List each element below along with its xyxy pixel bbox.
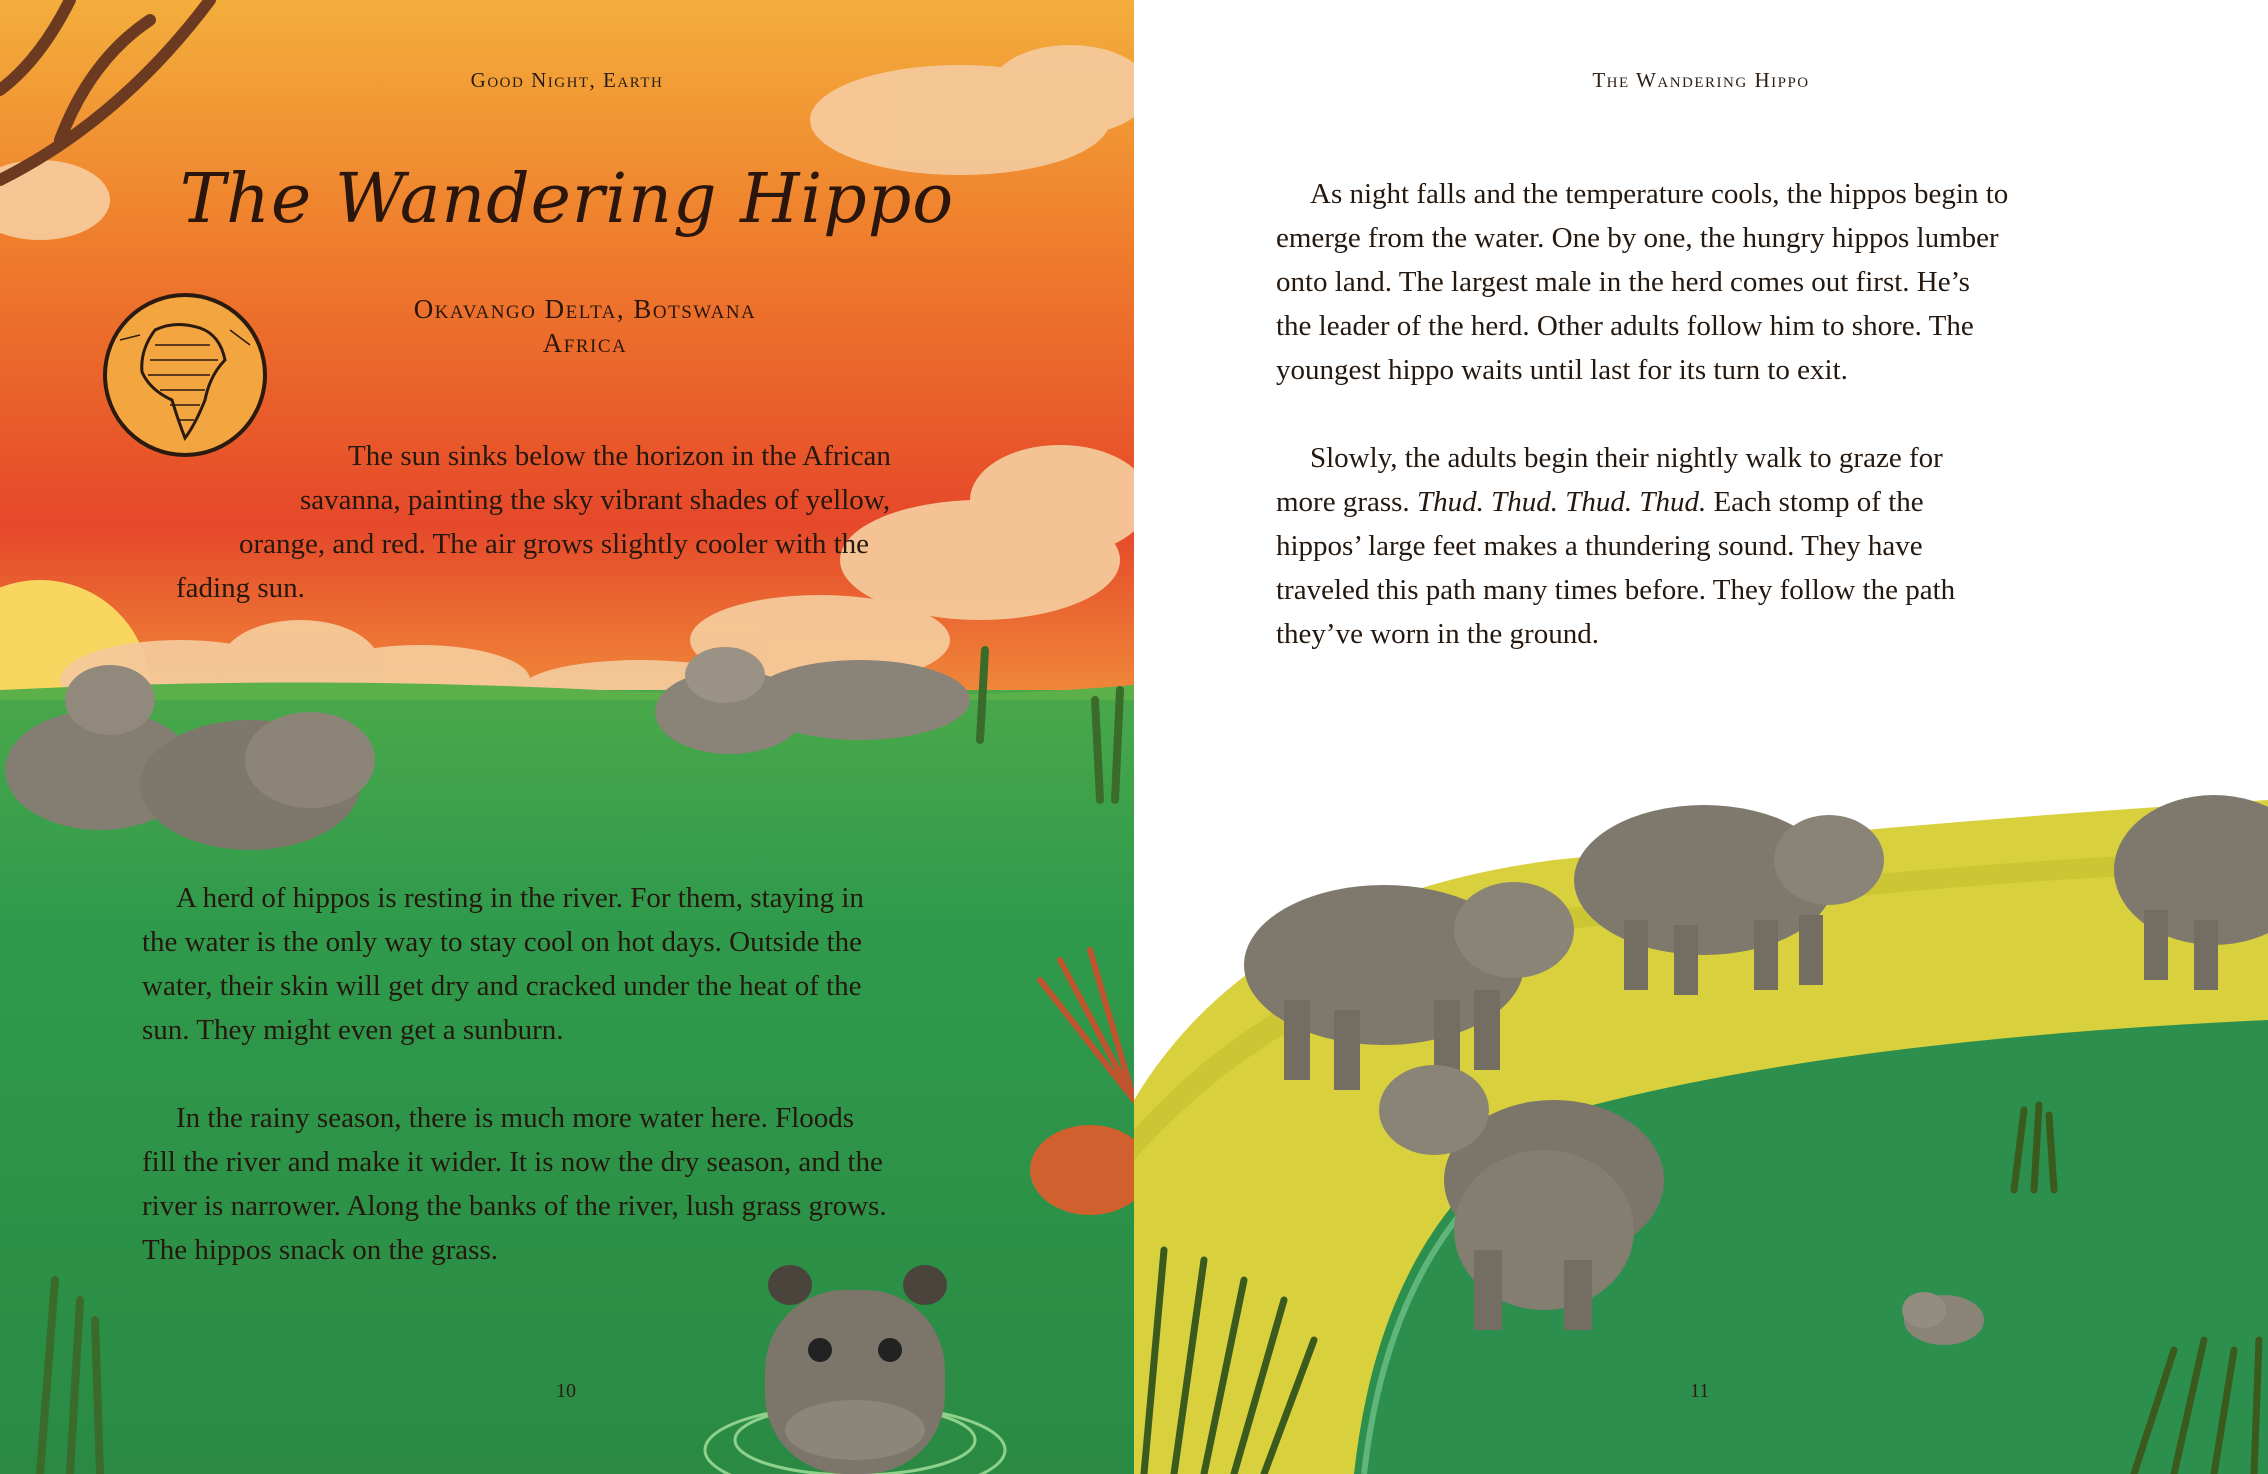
intro-line-3: orange, and red. The air grows slightly cooler with the bbox=[239, 528, 870, 560]
line2-end: Each stomp of the bbox=[1706, 486, 1924, 518]
para2-line-4: sun. They might even get a sunburn. bbox=[142, 1014, 564, 1046]
right-para1-line-5: youngest hippo waits until last for its turn to exit. bbox=[1276, 354, 1848, 386]
intro-line-4: fading sun. bbox=[176, 572, 305, 604]
para3-line-2: fill the river and make it wider. It is now the dry season, and the bbox=[142, 1146, 883, 1178]
right-para1-line-3: onto land. The largest male in the herd comes out first. He’s bbox=[1276, 266, 1970, 298]
right-page bbox=[1134, 0, 2268, 1474]
right-para2-line-5: they’ve worn in the ground. bbox=[1276, 618, 1599, 650]
intro-paragraph bbox=[176, 434, 891, 610]
intro-line-1: The sun sinks below the horizon in the African bbox=[348, 440, 891, 472]
location-line-1: Okavango Delta, Botswana bbox=[413, 294, 757, 324]
location-line-2: Africa bbox=[542, 328, 628, 358]
paragraph-rainy-season bbox=[142, 1096, 887, 1272]
right-para2-line-2 bbox=[1276, 480, 1955, 524]
right-para2-line-4: traveled this path many times before. They follow the path bbox=[1276, 574, 1956, 606]
intro-line-2: savanna, painting the sky vibrant shades of yellow, bbox=[300, 484, 891, 516]
thud-sound-text: Thud. Thud. Thud. Thud. bbox=[1416, 486, 1707, 518]
right-para2-line-3: hippos’ large feet makes a thundering sound. They have bbox=[1276, 530, 1923, 562]
para2-line-2: the water is the only way to stay cool on hot days. Outside the bbox=[142, 926, 863, 958]
para2-line-1: A herd of hippos is resting in the river. For them, staying in bbox=[176, 882, 864, 914]
para2-line-3: water, their skin will get dry and cracked under the heat of the bbox=[142, 970, 862, 1002]
para3-line-3: river is narrower. Along the banks of the river, lush grass grows. bbox=[142, 1190, 887, 1222]
paragraph-nightly-walk bbox=[1276, 436, 1955, 656]
paragraph-herd bbox=[142, 876, 864, 1052]
para3-line-1: In the rainy season, there is much more water here. Floods bbox=[176, 1102, 855, 1134]
para3-line-4: The hippos snack on the grass. bbox=[142, 1234, 498, 1266]
right-para1-line-4: the leader of the herd. Other adults follow him to shore. The bbox=[1276, 310, 1974, 342]
running-head-right: The Wandering Hippo bbox=[1592, 68, 1810, 92]
running-head-left: Good Night, Earth bbox=[470, 68, 664, 92]
line2-start: more grass. bbox=[1276, 486, 1417, 518]
paragraph-night-falls bbox=[1276, 172, 2008, 392]
page-number-right: 11 bbox=[1690, 1380, 1710, 1402]
right-para2-line-1: Slowly, the adults begin their nightly walk to graze for bbox=[1310, 442, 1943, 474]
right-para1-line-2: emerge from the water. One by one, the hungry hippos lumber bbox=[1276, 222, 1999, 254]
chapter-title: The Wandering Hippo bbox=[179, 160, 955, 239]
right-para1-line-1: As night falls and the temperature cools, the hippos begin to bbox=[1310, 178, 2009, 210]
page-number-left: 10 bbox=[556, 1380, 576, 1402]
